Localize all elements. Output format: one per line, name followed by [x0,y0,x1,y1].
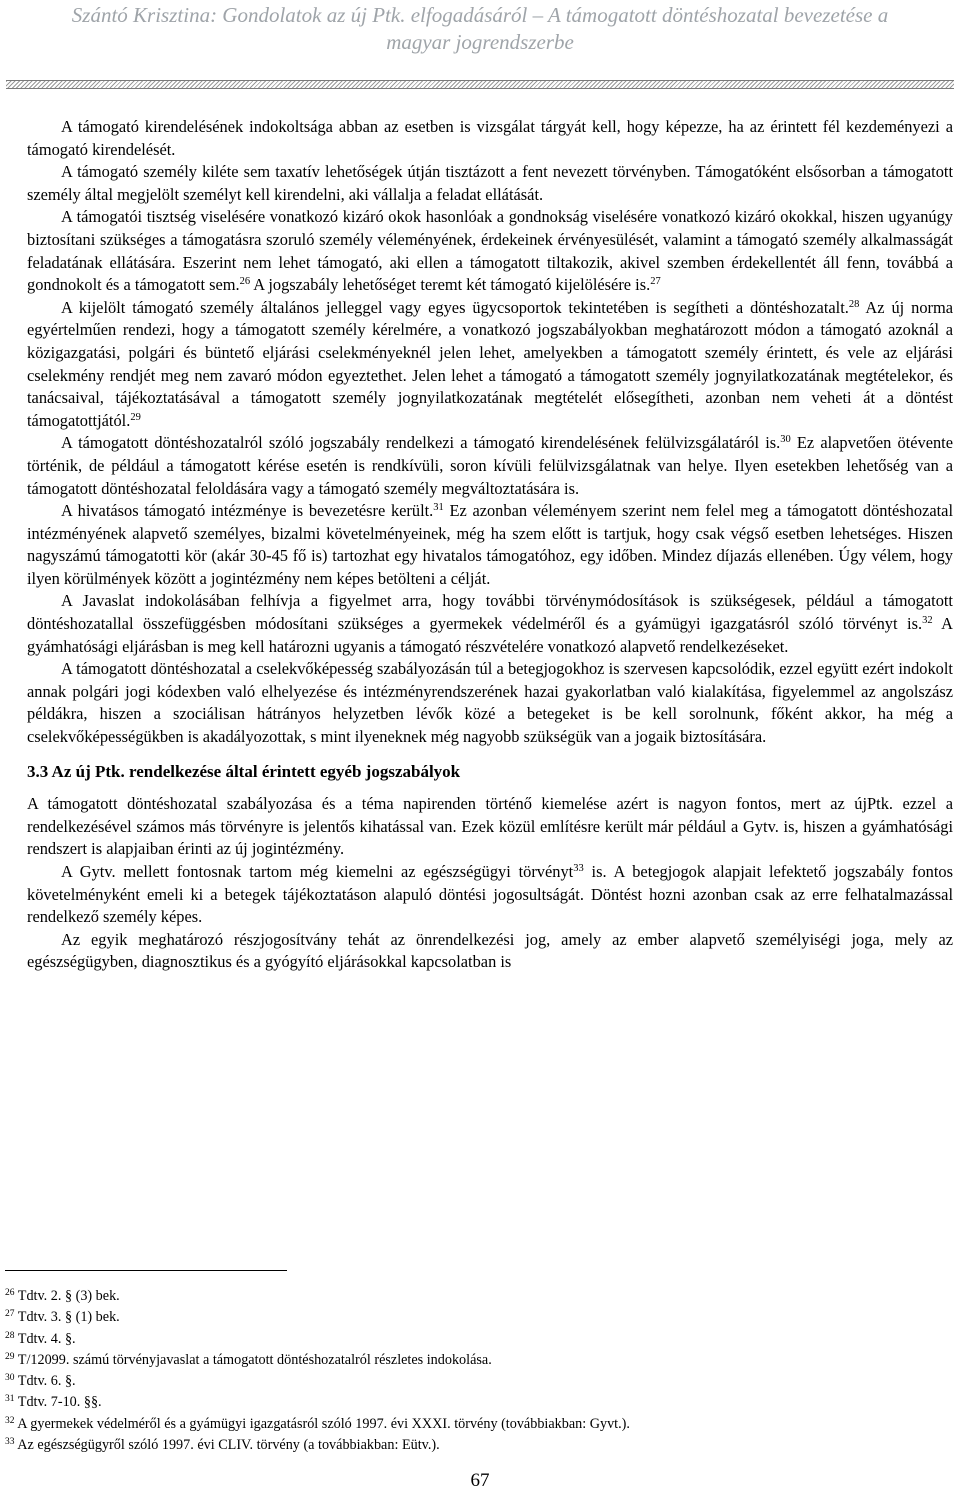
section-heading: 3.3 Az új Ptk. rendelkezése által érintett egyéb jogszabályok [27,761,461,781]
footnote-text: T/12099. számú törvényjavaslat a támogatott döntéshozatalról részletes indokolása. [17,1351,492,1368]
footnote-text: Az egészségügyről szóló 1997. évi CLIV. törvény (a továbbiakban: Eütv.). [17,1437,440,1454]
paragraph-text: A támogatott döntéshozatal a cselekvőképesség szabályozásán túl a betegjogokhoz is szervesen kapcsolódik, ezzel együtt ezért indokolt annak polgári jogi kódexben való elhelyezése és intézményrendszerének hazai gyakorlatban való kialakítása, figyelemmel az angolszász példákra, hiszen a szociálisan hátrányos helyzetben lévők közé a betegeket is be kell sorolnunk, főként akkor, ha még a cselekvőképességükben is akadályozottak, s mint ilyeneknek még nagyobb szükségük van a jogaik biztosítására. [27,659,953,747]
footnote-ref: 29 [130,411,141,423]
paragraph-text: A támogatói tisztség viselésére vonatkozó kizáró okok hasonlóak a gondnokság viselésére vonatkozó kizáró okokkal, hiszen ugyanúgy biztosítani szükséges a támogatásra szoruló személy véleményének, érdekeinek érvényesülését, valamint a támogató személy alkalmasságát feladatának ellátására. Eszerint nem lehet támogató, aki ellen a támogatott tiltakozik, akivel szemben érdekellentét áll fenn, továbbá a gondnokolt és a támogatott sem. [27,207,953,295]
paragraph-text: A támogató kirendelésének indokoltsága abban az esetben is vizsgálat tárgyát kell, hogy képezze, ha az érintett fél kezdeményezi a támogató kirendelését. [27,117,953,159]
paragraph [27,861,953,929]
footnotes [5,1286,935,1456]
footnote [5,1350,935,1371]
paragraph-text: A kijelölt támogató személy általános jelleggel vagy egyes ügycsoportok tekintetében is segítheti a döntéshozatalt. [61,297,849,317]
header-title-line2: magyar jogrendszerbe [386,30,574,54]
paragraph-text: A hivatásos támogató intézménye is bevezetésre került. [61,501,434,521]
footnote [5,1371,935,1392]
running-header [0,0,960,80]
paragraph-text: A támogatott döntéshozatalról szóló jogszabály rendelkezi a támogató kirendelésének felülvizsgálatáról is. [61,433,781,453]
footnote-text: Tdtv. 7-10. §§. [17,1394,102,1411]
footnote-ref: 33 [573,863,584,874]
footnote-number: 33 [5,1437,15,1448]
paragraph [27,206,953,296]
footnote-number: 28 [5,1330,15,1341]
paragraph [27,116,953,161]
footnote-text: Tdtv. 2. § (3) bek. [17,1288,120,1304]
paragraph [27,658,953,748]
footnote-ref: 28 [848,298,860,310]
footnote [5,1392,935,1413]
paragraph-text: Az egyik meghatározó részjogosítvány tehát az önrendelkezési jog, amely az ember alapvető személyiségi joga, mely az egészségügyben, diagnosztikus és a gyógyító eljárásokkal kapcsolatban is [27,929,953,972]
body-text [27,116,953,974]
paragraph-text: Az új norma egyértelműen rendezi, hogy a támogatott személy kérelmére, a vonatkozó jogszabályokban meghatározott módon a támogató azoknál a közigazgatási, polgári és büntető eljárási cselekményeknél jelen lehet, amelyekben a támogatott személy érintett, és vele az eljárási cselekmény rendjét meg nem zavaró módon egyeztethet. Jelen lehet a támogató a támogatott személy jognyilatkozatának megtételekor, és tanácsaival, tájékoztatásával a támogatott személy jognyilatkozatának megtételét elősegítheti, azonban nem veheti át a döntést támogatottjától. [27,297,953,430]
footnote-number: 29 [5,1351,15,1362]
paragraph [27,590,953,658]
footnote-number: 30 [5,1373,15,1384]
footnote-text: Tdtv. 6. §. [17,1373,76,1390]
paragraph [27,929,953,974]
header-title [0,0,960,56]
paragraph [27,500,953,590]
paragraph-text: A Javaslat indokolásában felhívja a figyelmet arra, hogy további törvénymódosítások is szükségesek, például a támogatott döntéshozatallal összefüggésben módosítani szükséges a gyermekek védelméről és a gyámügyi igazgatásról szóló törvényt is. [27,591,953,634]
footnote-number: 31 [5,1394,15,1405]
footnote-ref: 27 [650,276,661,288]
footnote-text: A gyermekek védelméről és a gyámügyi igazgatásról szóló 1997. évi XXXI. törvény (továbbiakban: Gyvt.). [17,1415,630,1432]
paragraph [27,161,953,206]
page-number: 67 [470,1470,490,1491]
paragraph-text: A támogatott döntéshozatal szabályozása és a téma napirenden történő kiemelése azért is nagyon fontos, mert az újPtk. ezzel a rendelkezésével számos más törvényre is jelentős kihatással van. Ezek közül említésre került már például a Gytv. is, hiszen a gyámhatósági rendszert is alapjaiban érinti az új jogintézmény. [27,794,953,859]
footnote-ref: 31 [433,502,444,514]
footnote-ref: 26 [239,276,251,288]
footnote [5,1307,935,1328]
paragraph-text: A jogszabály lehetőséget teremt két támogató kijelölésére is. [250,275,651,295]
footnote [5,1414,935,1435]
paragraph-text: A Gytv. mellett fontosnak tartom még kiemelni az egészségügyi törvényt [61,862,574,881]
paragraph-text: Ez azonban véleményem szerint nem felel meg a támogatott döntéshozatal intézményének alapvető személyes, bizalmi követelményeinek, még ha szem előtt is tartjuk, hogy csak végső esetben lehetséges. Hiszen nagyszámú támogatotti kör (akár 30-45 fő is) tartozhat egy hivatalos támogatóhoz, egy időben. Mindez díjazás ellenében. Úgy vélem, hogy ilyen körülmények között a jogintézmény nem képes betölteni a célját. [27,501,954,588]
footnote-text: Tdtv. 4. §. [17,1330,76,1347]
footnote-ref: 30 [780,434,791,446]
footnote-number: 26 [5,1288,15,1298]
footnote [5,1329,935,1350]
paragraph-text: A támogató személy kiléte sem taxatív lehetőségek útján tisztázott a fent nevezett törvényben. Támogatóként elsősorban a támogatott személy által megjelölt személyt kell kirendelni, aki vállalja a feladat ellátását. [27,162,953,204]
paragraph [27,793,953,861]
footnote-number: 27 [5,1309,15,1320]
paragraph-text: is. A betegjogok alapjait lefektető jogszabály fontos követelményként emeli ki a betegek tájékoztatáson alapuló döntési jogosultságát. Döntést hozni azonban csak az erre felhatalmazással rendelkező személy képes. [27,862,953,927]
paragraph [27,432,953,500]
paragraph [27,297,953,433]
footnote-number: 32 [5,1415,15,1426]
paragraph-text: Ez alapvetően ötévente történik, de például a támogatott kérése esetén is rendkívüli, soron kívüli felülvizsgálatnak van helye. Ilyen esetekben lehetőség van a támogatott döntéshozatal feloldására vagy a támogató személy megváltoztatására is. [27,433,953,498]
footnote [5,1435,935,1456]
paragraph-text: A gyámhatósági eljárásban is meg kell határozni ugyanis a támogató részvételére vonatkozó alapvető rendelkezéseket. [27,614,953,656]
footnote-separator [5,1270,287,1271]
footnote-text: Tdtv. 3. § (1) bek. [17,1309,120,1326]
footnote-ref: 32 [922,615,933,627]
footnote [5,1286,935,1307]
header-title-line1: Szántó Krisztina: Gondolatok az új Ptk. elfogadásáról – A támogatott döntéshozatal bevezetése a [71,3,889,27]
header-divider [6,80,954,89]
